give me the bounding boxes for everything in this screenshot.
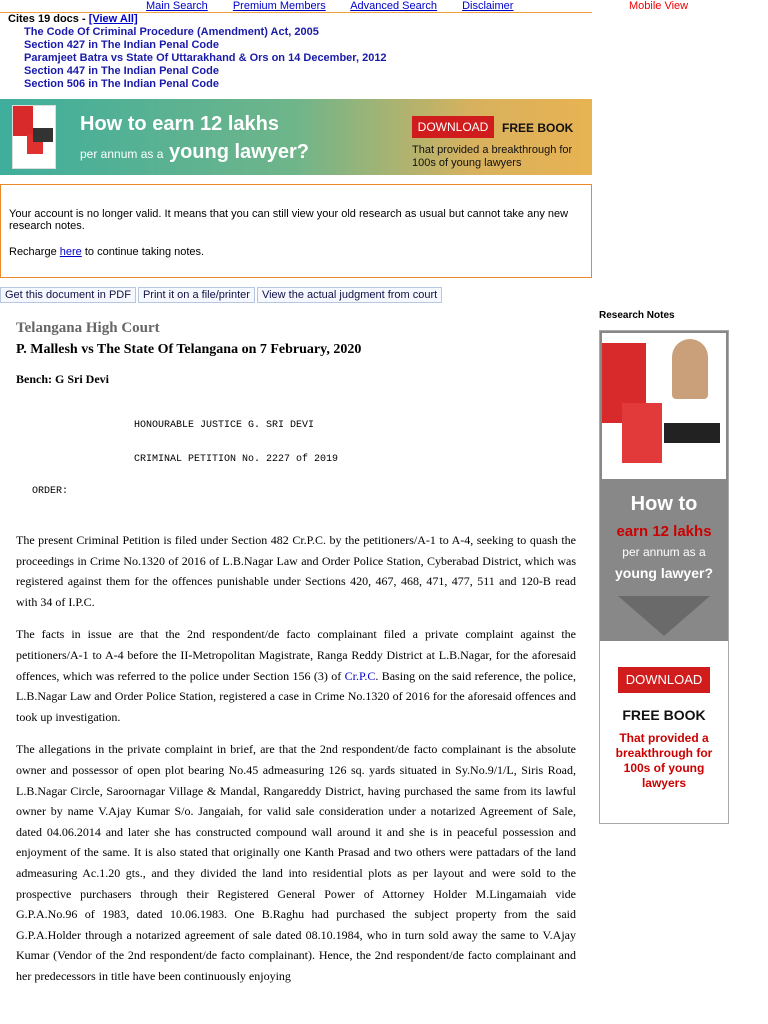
side-free-book: FREE BOOK xyxy=(622,707,706,723)
ad-how: How to xyxy=(630,493,698,515)
case-title: P. Mallesh vs The State Of Telangana on 7 February, 2020 xyxy=(16,342,362,357)
arrow-down-icon xyxy=(618,596,710,636)
judge-line: HONOURABLE JUSTICE G. SRI DEVI xyxy=(134,420,315,431)
petition-line: CRIMINAL PETITION No. 2227 of 2019 xyxy=(134,454,339,465)
ad-per: per annum as a xyxy=(622,545,706,559)
ad-earn: earn 12 lakhs xyxy=(616,523,712,540)
cited-doc-link[interactable]: Section 506 in The Indian Penal Code xyxy=(24,78,219,90)
cited-doc-link[interactable]: Section 447 in The Indian Penal Code xyxy=(24,65,219,77)
nav-disclaimer[interactable]: Disclaimer xyxy=(462,0,514,12)
notice-message: Your account is no longer valid. It means that you can still view your old research as usual but cannot take any new research notes. xyxy=(9,208,569,232)
paragraph: The allegations in the private complaint in brief, are that the 2nd respondent/de facto complainant is the absolute owner and possessor of open plot bearing No.45 admeasuring 126 sq. yards situated in Sy.No.9/1/L, Siris Road, L.B.Nagar Circle, Saroornagar Village & Mandal, Rangareddy District, having purchased the same from its lawful owner by name V.Ajay Kumar S/o. Jangaiah, for valid sale consideration under a notarized Agreement of Sale, dated 04.06.2014 and later she has constructed compound wall around it and she is in peaceful possession and enjoyment of the same. It is also stated that originally one Kanth Prasad and two others were pattadars of the land admeasuring Ac.1.20 gts., and they divided the land into residential plots as per layout and were sold to the prospective purchasers through their Registered General Power of Attorney Holder M.Lingamaiah vide G.P.A.No.96 of 1983, dated 10.06.1983. One B.Raghu had purchased the subject property from the said G.P.A.Holder through a notarized agreement of sale dated 08.10.1984, who in turn sold away the same to V.Ajay Kumar (Vendor of the 2nd respondent/de facto complainant). Hence, the 2nd respondent/de facto complainant and her predecessors in title have been continuously enjoying xyxy=(16,742,576,983)
crpc-link[interactable]: Cr.P.C xyxy=(344,668,376,683)
cites-label: Cites 19 docs - xyxy=(8,13,89,25)
order-heading: ORDER: xyxy=(32,486,69,497)
ad-banner[interactable] xyxy=(0,99,592,175)
banner-subheadline: per annum as a young lawyer? xyxy=(80,141,309,163)
court-name: Telangana High Court xyxy=(16,320,160,336)
view-all-link[interactable]: [View All] xyxy=(88,13,138,25)
document-toolbar xyxy=(0,287,444,303)
banner-headline: How to earn 12 lakhs xyxy=(80,113,279,135)
cites-section xyxy=(8,13,387,91)
ad-young: young lawyer? xyxy=(614,565,714,581)
paragraph: The facts in issue are that the 2nd respondent/de facto complainant filed a private complaint against the petitioners/A-1 to A-4 before the II-Metropolitan Magistrate, Ranga Reddy District at L.B.Nagar, for the aforesaid offences, which was referred to the police under Section 156 (3) of Cr.P.C. Basing on the said reference, the police, L.B.Nagar Law and Order Police Station, registered a case in Crime No.1320 of 2016 for the aforesaid offences and took up investigation. xyxy=(16,627,576,724)
cited-doc-link[interactable]: Paramjeet Batra vs State Of Uttarakhand & Ors on 14 December, 2012 xyxy=(24,52,387,64)
banner-free-book: FREE BOOK xyxy=(502,121,574,135)
book-cover-image xyxy=(602,333,726,479)
cited-doc-link[interactable]: The Code Of Criminal Procedure (Amendment) Act, 2005 xyxy=(24,26,319,38)
notice-recharge: Recharge here to continue taking notes. xyxy=(9,246,205,258)
bench: Bench: G Sri Devi xyxy=(16,372,109,386)
nav-advanced-search[interactable]: Advanced Search xyxy=(350,0,438,12)
banner-download-button[interactable]: DOWNLOAD xyxy=(412,116,494,138)
ad-lower xyxy=(600,641,728,823)
side-ad[interactable] xyxy=(599,330,729,824)
book-cover-image xyxy=(12,105,56,169)
paragraph: The present Criminal Petition is filed under Section 482 Cr.P.C. by the petitioners/A-1 to A-4, seeking to quash the proceedings in Crime No.1320 of 2016 of L.B.Nagar Law and Order Police Station, Cyberabad District, which was registered against them for the offences punishable under Sections 420, 467, 468, 471, 477, 511 and 120-B read with 34 of I.P.C. xyxy=(16,533,576,609)
side-tagline: That provided a breakthrough for 100s of young lawyers xyxy=(615,731,713,790)
mobile-view-link[interactable]: Mobile View xyxy=(629,0,689,12)
print-button[interactable]: Print it on a file/printer xyxy=(138,287,255,303)
recharge-link[interactable]: here xyxy=(59,246,82,258)
research-notes-heading: Research Notes xyxy=(599,310,675,321)
judgment-body xyxy=(16,530,576,998)
pdf-button[interactable]: Get this document in PDF xyxy=(0,287,136,303)
account-notice xyxy=(0,184,592,278)
top-nav xyxy=(146,0,535,12)
cited-doc-link[interactable]: Section 427 in The Indian Penal Code xyxy=(24,39,219,51)
nav-main-search[interactable]: Main Search xyxy=(146,0,208,12)
view-judgment-button[interactable]: View the actual judgment from court xyxy=(257,287,442,303)
nav-premium-members[interactable]: Premium Members xyxy=(232,0,326,12)
banner-tagline: That provided a breakthrough for 100s of young lawyers xyxy=(412,144,573,169)
side-download-button[interactable]: DOWNLOAD xyxy=(618,667,710,693)
